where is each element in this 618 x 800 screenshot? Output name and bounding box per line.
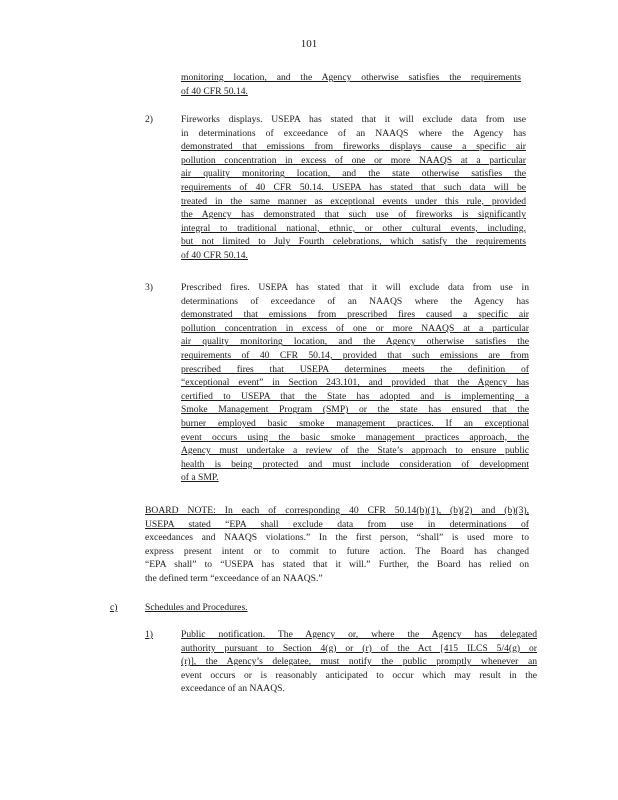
item-3-line: health is being protected and must include consideration of development	[181, 458, 529, 470]
item-2-number: 2)	[145, 114, 153, 125]
board-note-line: USEPA stated “EPA shall exclude data from use in determinations of	[145, 518, 529, 530]
item-3-line: prescribed fires that USEPA determines meets the definition of	[181, 363, 529, 375]
item-2-line: in determinations of exceedance of an NAAQS where the Agency has	[181, 127, 526, 139]
item-3-line: of a SMP.	[181, 472, 219, 484]
item-3-line: event occurs using the basic smoke management practices approach, the	[181, 431, 529, 443]
item-2-line: Fireworks displays. USEPA has stated that it will exclude data from use	[181, 114, 526, 125]
item-2-line: the Agency has demonstrated that such use of fireworks is significantly	[181, 209, 526, 221]
item-c1-paragraph	[181, 628, 537, 696]
item-3-line: burner employed basic smoke management practices. If an exceptional	[181, 417, 529, 429]
item-3-line: determinations of exceedance of an NAAQS where the Agency has	[181, 295, 529, 307]
item-3-number: 3)	[145, 282, 153, 293]
item-c1-number: 1)	[145, 629, 153, 640]
item-2-line: requirements of 40 CFR 50.14. USEPA has stated that such data will be	[181, 181, 526, 193]
item-3-line: pollution concentration in excess of one or more NAAQS at a particular	[181, 322, 529, 334]
item-3-line: air quality monitoring location, and the Agency otherwise satisfies the	[181, 336, 529, 348]
item-3-line: Agency must undertake a review of the State’s approach to ensure public	[181, 445, 529, 457]
item-2-line: treated in the same manner as exceptional events under this rule, provided	[181, 195, 526, 207]
item-3-line: requirements of 40 CFR 50.14, provided that such emissions are from	[181, 349, 529, 361]
board-note-line: “EPA shall” to “USEPA has stated that it will.” Further, the Board has relied on	[145, 559, 529, 571]
item-3-line: certified to USEPA that the State has adopted and is implementing a	[181, 390, 529, 402]
item-2-line: pollution concentration in excess of one or more NAAQS at a particular	[181, 154, 526, 166]
board-note	[145, 504, 529, 586]
item-3-line: Prescribed fires. USEPA has stated that it will exclude data from use in	[181, 282, 529, 293]
item-c1-line: exceedance of an NAAQS.	[181, 683, 285, 695]
intro-paragraph	[181, 71, 521, 98]
section-c-label: c)	[110, 602, 118, 613]
item-c1-line: (r)], the Agency’s delegatee, must notify the public promptly whenever an	[181, 656, 537, 668]
item-3-line: demonstrated that emissions from prescribed fires caused a specific air	[181, 309, 529, 321]
item-3-paragraph	[181, 281, 529, 485]
item-2-line: but not limited to July Fourth celebrations, which satisfy the requirements	[181, 236, 526, 248]
item-3-line: “exceptional event” in Section 243.101, and provided that the Agency has	[181, 377, 529, 389]
item-2-paragraph	[181, 113, 526, 263]
board-note-line: BOARD NOTE: In each of corresponding 40 CFR 50.14(b)(1), (b)(2) and (b)(3),	[145, 505, 529, 516]
board-note-line: express present intent or to commit to future action. The Board has changed	[145, 545, 529, 557]
intro-line: monitoring location, and the Agency otherwise satisfies the requirements	[181, 72, 521, 83]
intro-line: of 40 CFR 50.14.	[181, 85, 248, 97]
item-c1-line: event occurs or is reasonably anticipated to occur which may result in the	[181, 669, 537, 681]
board-note-line: the defined term “exceedance of an NAAQS.”	[145, 572, 323, 584]
section-c-title: Schedules and Procedures.	[145, 602, 248, 613]
item-2-line: integral to traditional national, ethnic, or other cultural events, including,	[181, 222, 526, 234]
item-3-line: Smoke Management Program (SMP) or the state has ensured that the	[181, 404, 529, 416]
item-c1-line: authority pursuant to Section 4(g) or (r) of the Act [415 ILCS 5/4(g) or	[181, 642, 537, 654]
board-note-line: exceedances and NAAQS violations.” In the first person, “shall” is used more to	[145, 532, 529, 544]
item-2-line: demonstrated that emissions from fireworks displays cause a specific air	[181, 141, 526, 153]
page-number: 101	[300, 38, 318, 50]
item-2-line: air quality monitoring location, and the state otherwise satisfies the	[181, 168, 526, 180]
item-2-line: of 40 CFR 50.14.	[181, 249, 248, 261]
item-c1-line: Public notification. The Agency or, where the Agency has delegated	[181, 629, 537, 640]
